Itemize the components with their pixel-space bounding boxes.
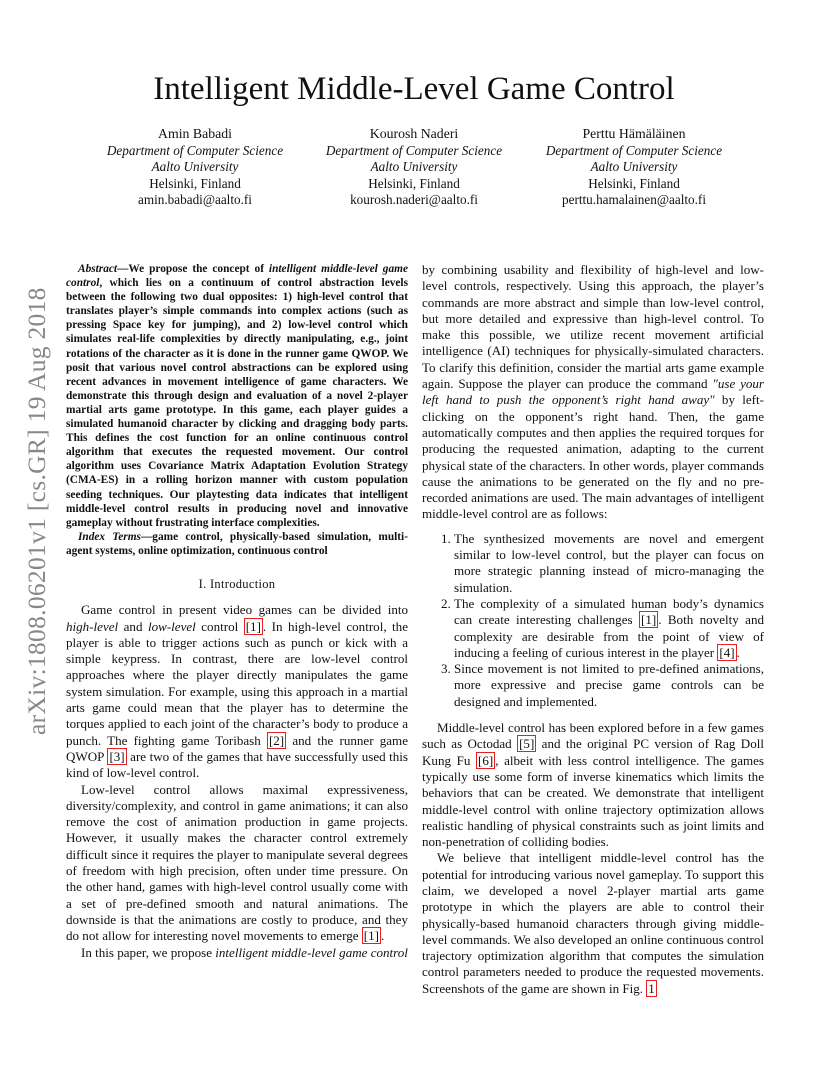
- author-name: Perttu Hämäläinen: [582, 126, 686, 141]
- abstract: [66, 262, 408, 558]
- left-column: [66, 262, 408, 961]
- advantages-list: [422, 531, 764, 710]
- abstract-text: We propose the concept of: [128, 263, 269, 275]
- citation-link[interactable]: [1]: [640, 612, 657, 628]
- paragraph-continued: by combining usability and flexibility of high-level and low-level controls, respectively. Using this approach, the player’s commands are more abstract and simple than low-level control, but more detailed and expressive than high-level control. To make this possible, we utilize recent movement artificial intelligence (AI) techniques for physically-simulated characters. To clarify this definition, consider the martial arts game example again. Suppose the player can produce the command "use your left hand to push the opponent’s right hand away" by left-clicking on the opponent’s right hand. Then, the game automatically computes and then applies the required torques for producing the requested animation, adapting to the current physical state of the characters. In other words, player commands cause the animations to be generated on the fly and no pre-recorded animations are used. The main advantages of intelligent middle-level control are as follows:: [422, 262, 764, 522]
- author-location: Helsinki, Finland: [149, 175, 241, 191]
- paragraph: Game control in present video games can be divided into high-level and low-level control [1] . In high-level control, the player is able to trigger actions such as punch or kick with a simple keypress. In contrast, there are low-level control approaches where the player directly manipulates the game system simulation. For example, using this approach in a martial arts game could mean that the player has to determine the torques applied to each joint of the character’s body to produce a punch. The fighting game Toribash [2] and the runner game QWOP [3] are two of the games that have successfully used this kind of low-level control.: [66, 602, 408, 781]
- arxiv-stamp[interactable]: arXiv:1808.06201v1 [cs.GR] 19 Aug 2018: [22, 287, 51, 735]
- author-department: Department of Computer Science: [325, 142, 503, 158]
- list-item: 2. The complexity of a simulated human body’s dynamics can create interesting challenges [1] . Both novelty and complexity are desirable from the point of view of inducing a feeling of curious interest in the player [4] .: [454, 596, 764, 661]
- list-item: 1. The synthesized movements are novel and emergent similar to low-level control, but the player can focus on more strategic planning instead of micro-managing the simulation.: [454, 531, 764, 596]
- author-university: Aalto University: [590, 159, 678, 174]
- paragraph: We believe that intelligent middle-level control has the potential for introducing various novel gameplay. To support this claim, we developed a novel 2-player martial arts game prototype in which the players are able to control their physically-based humanoid characters through giving middle-level commands. We also developed an online continuous control trajectory optimization algorithm that computes the simulation control parameters needed to produce the requested movements. Screenshots of the game are shown in Fig. 1: [422, 850, 764, 996]
- author-location: Helsinki, Finland: [588, 175, 680, 191]
- paragraph: Low-level control allows maximal expressiveness, diversity/complexity, and control in game animations; it can also remove the cost of animation production in game projects. However, it usually makes the character control extremely difficult since it requires the player to manipulate several degrees of freedom with high precision, often under time pressure. On the other hand, games with high-level control usually come with a set of pre-defined smooth and natural animations. The downside is that the animations are costly to produce, and they do not allow for interesting novel movements to emerge [1] .: [66, 781, 408, 944]
- author-email[interactable]: amin.babadi@aalto.fi: [138, 192, 252, 207]
- author-department: Department of Computer Science: [106, 142, 284, 158]
- index-terms: [66, 530, 408, 558]
- abstract-text: , which lies on a continuum of control abstraction levels between the following two dual opposites: 1) high-level control that translates player’s simple commands into complex actions (such as pressing Space key for jumping), and 2) low-level control which simulates real-life complexities by directly manipulating, e.g., joint rotations of the character as it is done in the runner game QWOP. We posit that various novel control abstractions can be explored using recent advances in movement intelligence of game characters. We demonstrate this through design and evaluation of a novel 2-player martial arts game prototype. In this game, each player guides a simulated humanoid character by clicking and dragging body parts. This defines the cost function for an online continuous control algorithm that executes the requested movement. Our control algorithm uses Covariance Matrix Adaptation Evolution Strategy (CMA-ES) in a rolling horizon manner with custom population seeding techniques. Our playtesting data indicates that intelligent middle-level control results in producing novel and innovative gameplay without frustrating interface complexities.: [66, 277, 408, 529]
- author-email[interactable]: kourosh.naderi@aalto.fi: [350, 192, 478, 207]
- author-block-2: [309, 126, 519, 209]
- citation-link[interactable]: [3]: [109, 748, 125, 764]
- abstract-emphasis: intelligent middle-level game control: [66, 263, 408, 290]
- paragraph: In this paper, we propose intelligent middle-level game control: [81, 944, 408, 960]
- author-location: Helsinki, Finland: [368, 175, 460, 191]
- citation-link[interactable]: [6]: [478, 752, 494, 768]
- author-name: Amin Babadi: [158, 126, 232, 141]
- index-terms-label: Index Terms: [78, 530, 141, 543]
- list-item: 3. Since movement is not limited to pre-defined animations, more expressive and precise game controls can be designed and implemented.: [454, 661, 764, 710]
- author-university: Aalto University: [151, 159, 239, 174]
- citation-link[interactable]: [1]: [363, 928, 380, 944]
- figure-link[interactable]: 1: [648, 980, 655, 996]
- author-university: Aalto University: [370, 159, 458, 174]
- section-heading: I. Introduction: [198, 576, 276, 591]
- citation-link[interactable]: [4]: [719, 644, 735, 660]
- author-block-3: [529, 126, 739, 209]
- index-terms-text: —game control, physically-based simulation, multi-agent systems, online optimization, continuous control: [66, 530, 408, 557]
- right-column: [422, 262, 764, 997]
- citation-link[interactable]: [2]: [268, 732, 285, 748]
- citation-link[interactable]: [1]: [245, 618, 261, 634]
- paragraph: Middle-level control has been explored before in a few games such as Octodad [5] and the original PC version of Rag Doll Kung Fu [6] , albeit with less control intelligence. The games typically use some form of inverse kinematics which limits the behaviors that can be created. We demonstrate that intelligent middle-level control with online trajectory optimization allows realistic handling of physical constraints such as joint limits and non-penetration of colliding bodies.: [422, 720, 765, 850]
- author-name: Kourosh Naderi: [369, 126, 459, 141]
- abstract-label: Abstract—: [78, 263, 129, 275]
- paper-title: Intelligent Middle-Level Game Control: [153, 71, 675, 107]
- author-block-1: [90, 126, 300, 209]
- author-email[interactable]: perttu.hamalainen@aalto.fi: [562, 192, 706, 207]
- citation-link[interactable]: [5]: [519, 736, 535, 752]
- author-department: Department of Computer Science: [545, 142, 723, 158]
